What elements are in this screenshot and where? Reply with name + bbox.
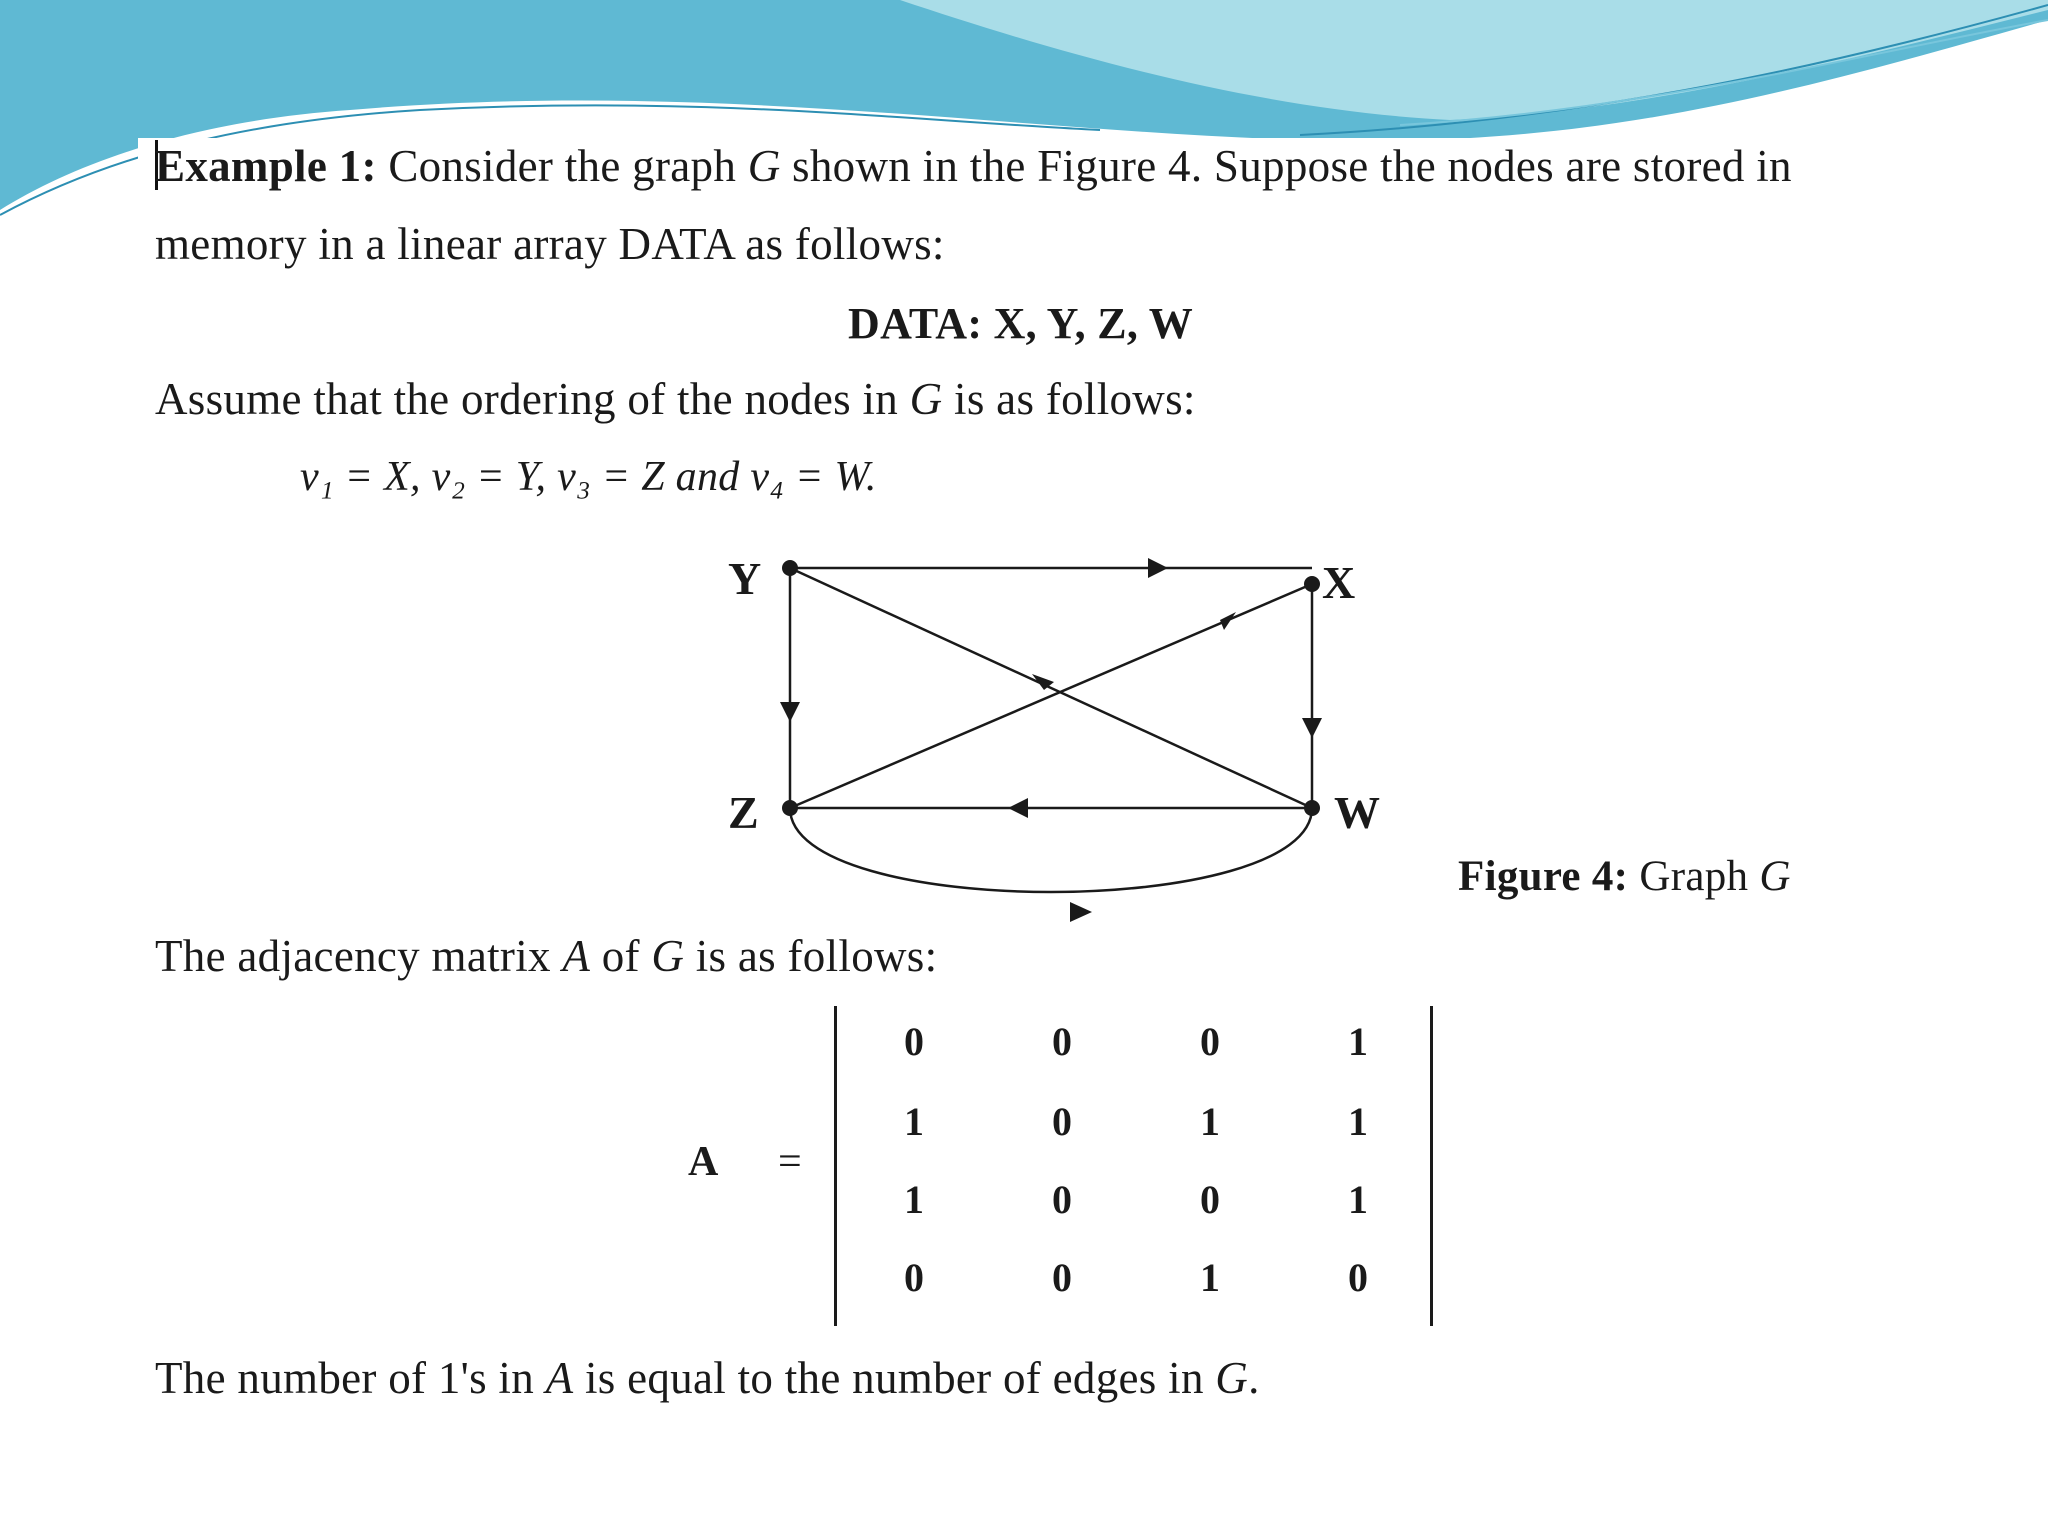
edge-z-x <box>790 584 1312 808</box>
matrix-cell: 0 <box>1200 1177 1220 1222</box>
matrix-label: A <box>688 1139 719 1185</box>
arrow-y-z <box>780 702 800 722</box>
graph-symbol: G <box>747 141 781 191</box>
matrix-cell: 0 <box>1052 1099 1072 1144</box>
matrix-cell: 1 <box>1348 1019 1368 1064</box>
adjacency-intro <box>155 930 937 982</box>
adjacency-text-3: is as follows: <box>684 931 938 981</box>
matrix-cell: 1 <box>1200 1099 1220 1144</box>
matrix-equals: = <box>778 1139 802 1185</box>
node-w <box>1304 800 1320 816</box>
graph-symbol: G <box>1215 1353 1249 1403</box>
example-text-2: shown in the Figure 4. Suppose the nodes are stored in <box>780 141 1792 191</box>
adjacency-text-2: of <box>590 931 652 981</box>
arrow-z-x <box>1220 612 1236 630</box>
graph-symbol: G <box>909 374 943 424</box>
matrix-cell: 0 <box>1052 1255 1072 1300</box>
arrow-z-w-curve <box>1070 902 1092 922</box>
conclusion-text: The number of 1's in <box>155 1353 546 1403</box>
figure-caption <box>1458 852 1791 901</box>
matrix-cell: 0 <box>904 1019 924 1064</box>
node-z <box>782 800 798 816</box>
ordering-equation: v₁ = X, v₂ = Y, v₃ = Z and v₄ = W. <box>300 454 877 500</box>
matrix-cell: 1 <box>1200 1255 1220 1300</box>
matrix-cell: 0 <box>904 1255 924 1300</box>
matrix-symbol: A <box>562 931 591 981</box>
data-array-line: DATA: X, Y, Z, W <box>848 299 1194 348</box>
matrix-cell: 0 <box>1200 1019 1220 1064</box>
caption-text: Graph <box>1628 853 1760 900</box>
node-label-x: X <box>1322 557 1356 608</box>
matrix-cell: 1 <box>1348 1177 1368 1222</box>
matrix-right-bar <box>1430 1006 1433 1326</box>
example-label: Example 1: <box>155 141 377 191</box>
matrix-left-bar <box>834 1006 837 1326</box>
arrow-y-x <box>1148 558 1168 578</box>
ordering-text-2: is as follows: <box>942 374 1196 424</box>
arrow-x-w <box>1302 718 1322 738</box>
node-label-z: Z <box>728 787 759 838</box>
node-y <box>782 560 798 576</box>
adjacency-text: The adjacency matrix <box>155 931 563 981</box>
node-label-w: W <box>1334 787 1380 838</box>
caption-graph-symbol: G <box>1759 853 1791 900</box>
matrix-cell: 0 <box>1052 1177 1072 1222</box>
caption-label: Figure 4: <box>1458 853 1629 900</box>
conclusion-line <box>155 1352 1260 1404</box>
edge-y-w <box>790 568 1312 808</box>
graph-symbol: G <box>651 931 685 981</box>
node-label-y: Y <box>728 553 762 604</box>
matrix-cell: 0 <box>1052 1019 1072 1064</box>
matrix-symbol: A <box>545 1353 574 1403</box>
matrix-cell: 1 <box>1348 1099 1368 1144</box>
example-text: Consider the graph <box>388 141 748 191</box>
example-line-2: memory in a linear array DATA as follows: <box>155 219 945 269</box>
ordering-text: Assume that the ordering of the nodes in <box>155 374 910 424</box>
edge-z-w-curve <box>790 808 1312 892</box>
conclusion-text-2: is equal to the number of edges in <box>573 1353 1216 1403</box>
matrix-cell: 0 <box>1348 1255 1368 1300</box>
matrix-cell: 1 <box>904 1099 924 1144</box>
matrix-cell: 1 <box>904 1177 924 1222</box>
conclusion-period: . <box>1248 1353 1260 1403</box>
node-x <box>1304 576 1320 592</box>
arrow-w-z <box>1008 798 1028 818</box>
